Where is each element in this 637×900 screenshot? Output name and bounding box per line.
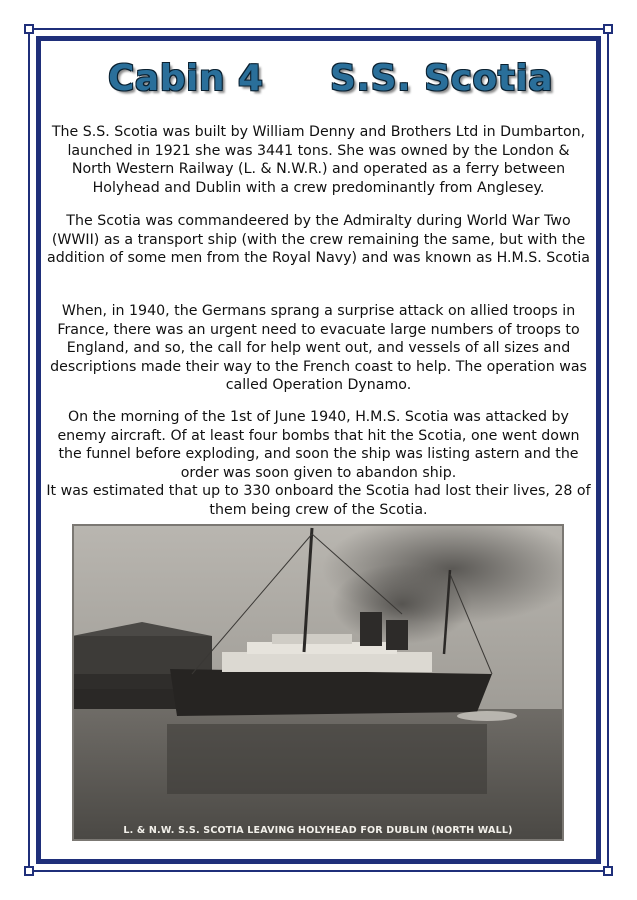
paragraph-dynamo: When, in 1940, the Germans sprang a surprise attack on allied troops in France, there was an urgent need to evacuate large numbers of troops to England, and so, the call for help went out, and vessels of all sizes and descriptions made their way to the French coast to help. The operation was called Operation Dynamo. bbox=[50, 303, 587, 393]
ship-illustration bbox=[72, 524, 564, 841]
paragraph-losses: It was estimated that up to 330 onboard the Scotia had lost their lives, 28 of them being crew of the Scotia. bbox=[46, 483, 591, 518]
paragraph-attack-block bbox=[46, 408, 591, 519]
page-title bbox=[0, 58, 637, 110]
corner-ornament bbox=[603, 866, 613, 876]
cabin-title: Cabin 4 bbox=[108, 58, 264, 99]
paragraph-attack: On the morning of the 1st of June 1940, H.M.S. Scotia was attacked by enemy aircraft. Of at least four bombs that hit the Scotia, one went down the funnel before exploding, and soon the ship was listing astern and the order was soon given to abandon ship. bbox=[57, 409, 580, 481]
paragraph-commandeered: The Scotia was commandeered by the Admiralty during World War Two (WWII) as a transport ship (with the crew remaining the same, but with the addition of some men from the Royal Navy) and was known as H.M.S. Scotia bbox=[47, 213, 590, 266]
corner-ornament bbox=[24, 24, 34, 34]
corner-ornament bbox=[24, 866, 34, 876]
photo-caption: L. & N.W. S.S. SCOTIA LEAVING HOLYHEAD FOR DUBLIN (NORTH WALL) bbox=[123, 825, 513, 836]
corner-ornament bbox=[603, 24, 613, 34]
paragraph-history: The S.S. Scotia was built by William Denny and Brothers Ltd in Dumbarton, launched in 1921 she was 3441 tons. She was owned by the London & North Western Railway (L. & N.W.R.) and operated as a ferry between Holyhead and Dublin with a crew predominantly from Anglesey. bbox=[51, 124, 586, 196]
ship-title: S.S. Scotia bbox=[330, 58, 554, 99]
ship-photo bbox=[72, 524, 564, 841]
